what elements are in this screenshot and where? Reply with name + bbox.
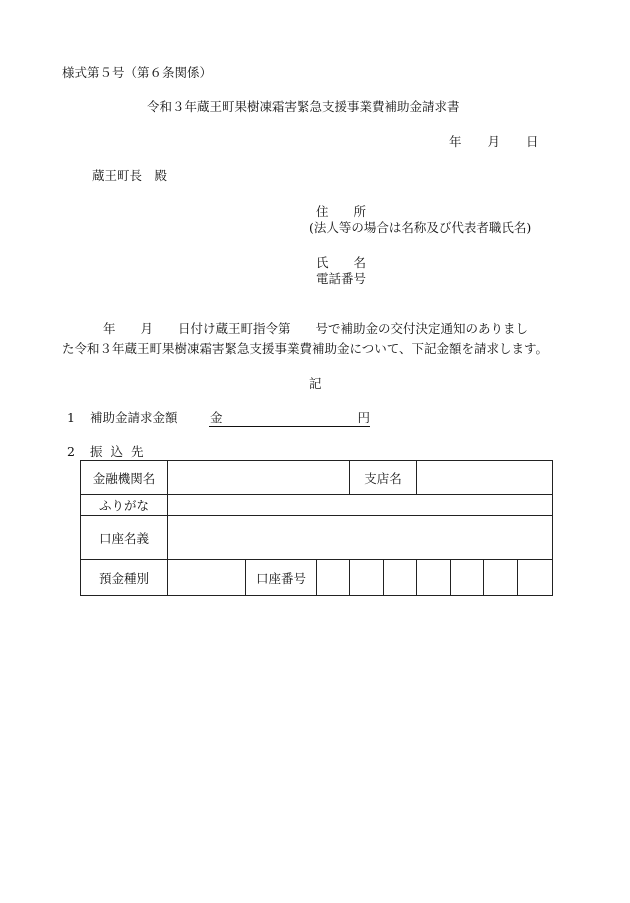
address-label: 住 所 — [316, 204, 367, 219]
date-day: 日 — [526, 134, 539, 149]
account-digit-field[interactable] — [518, 560, 553, 596]
bank-name-label: 金融機関名 — [81, 461, 168, 495]
account-digit-field[interactable] — [317, 560, 350, 596]
account-digit-field[interactable] — [417, 560, 451, 596]
table-row — [81, 560, 553, 596]
item-2-number: 2 — [67, 444, 75, 459]
table-row — [81, 461, 553, 495]
ki-heading: 記 — [309, 376, 322, 391]
bank-name-field[interactable] — [168, 461, 350, 495]
item-2-label: 振込先 — [90, 444, 152, 459]
furigana-field[interactable] — [168, 495, 553, 516]
table-row — [81, 516, 553, 560]
recipient: 蔵王町長 殿 — [92, 168, 168, 183]
bank-transfer-table — [80, 460, 553, 596]
item-1-label: 補助金請求金額 — [90, 410, 178, 425]
date-year: 年 — [449, 134, 462, 149]
branch-name-label: 支店名 — [350, 461, 417, 495]
account-digit-field[interactable] — [484, 560, 518, 596]
branch-name-field[interactable] — [417, 461, 553, 495]
account-number-label: 口座番号 — [246, 560, 317, 596]
table-row — [81, 495, 553, 516]
account-name-field[interactable] — [168, 516, 553, 560]
account-digit-field[interactable] — [384, 560, 417, 596]
name-label: 氏 名 — [316, 255, 367, 270]
account-digit-field[interactable] — [451, 560, 484, 596]
amount-prefix: 金 — [210, 410, 223, 425]
document-title: 令和３年蔵王町果樹凍霜害緊急支援事業費補助金請求書 — [147, 99, 460, 114]
date-month: 月 — [487, 134, 501, 149]
body-text-line-1: 年 月 日付け蔵王町指令第 号で補助金の交付決定通知のありまし — [103, 321, 529, 336]
body-text-line-2: た令和３年蔵王町果樹凍霜害緊急支援事業費補助金について、下記金額を請求します。 — [62, 341, 549, 356]
phone-label: 電話番号 — [316, 271, 367, 286]
account-digit-field[interactable] — [350, 560, 384, 596]
address-note: (法人等の場合は名称及び代表者職氏名) — [309, 220, 532, 235]
account-name-label: 口座名義 — [81, 516, 168, 560]
amount-field[interactable] — [209, 412, 370, 427]
deposit-type-label: 預金種別 — [81, 560, 168, 596]
form-number: 様式第５号（第６条関係） — [62, 65, 213, 80]
deposit-type-field[interactable] — [168, 560, 246, 596]
furigana-label: ふりがな — [81, 495, 168, 516]
amount-suffix: 円 — [357, 410, 370, 425]
item-1-number: 1 — [67, 410, 75, 425]
date-line — [449, 136, 539, 149]
